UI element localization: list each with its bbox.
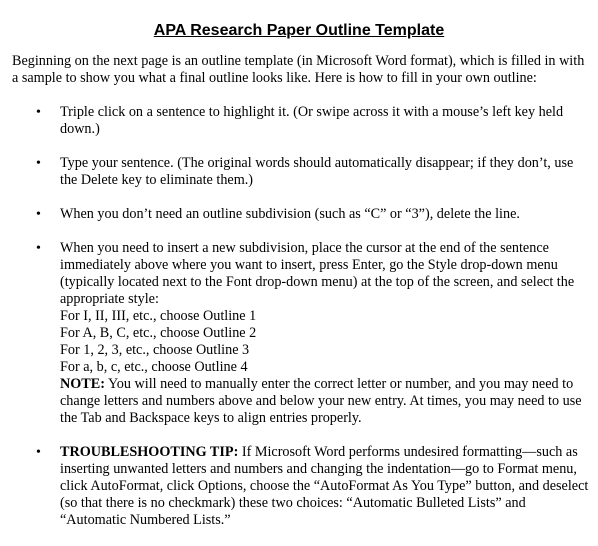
troubleshooting-label: TROUBLESHOOTING TIP:	[60, 444, 239, 460]
style-choices	[60, 308, 590, 376]
bullet-icon: •	[36, 445, 41, 460]
list-item	[0, 444, 598, 529]
note-text: You will need to manually enter the correct letter or number, and you may need to change letters and numbers above and below your new entry. At times, you may need to use the Tab and Backspace keys to align entries properly.	[60, 376, 582, 426]
list-item-text: Type your sentence. (The original words should automatically disappear; if they don’t, use the Delete key to eliminate them.)	[60, 155, 574, 188]
bullet-icon: •	[36, 241, 41, 256]
list-item-text: When you need to insert a new subdivision, place the cursor at the end of the sentence immediately above where you want to insert, press Enter, go the Style drop-down menu (typically located next to the Font drop-down menu) at the top of the screen, and select the appropriate style:	[60, 240, 575, 307]
troubleshooting-paragraph	[60, 444, 590, 529]
style-choice-outline-3: For 1, 2, 3, etc., choose Outline 3	[60, 342, 250, 358]
list-item	[0, 206, 598, 223]
list-item	[0, 104, 598, 138]
style-choice-outline-1: For I, II, III, etc., choose Outline 1	[60, 308, 257, 324]
note-paragraph	[60, 376, 590, 427]
style-choice-outline-4: For a, b, c, etc., choose Outline 4	[60, 359, 248, 375]
bullet-icon: •	[36, 105, 41, 120]
list-item	[0, 155, 598, 189]
note-label: NOTE:	[60, 376, 105, 392]
list-item	[0, 240, 598, 427]
intro-paragraph: Beginning on the next page is an outline template (in Microsoft Word format), which is filled in with a sample to show you what a final outline looks like. Here is how to fill in your own outline:	[12, 53, 585, 86]
instructions-list	[0, 104, 598, 546]
document-title: APA Research Paper Outline Template	[153, 21, 445, 39]
style-choice-outline-2: For A, B, C, etc., choose Outline 2	[60, 325, 257, 341]
list-item-text: Triple click on a sentence to highlight it. (Or swipe across it with a mouse’s left key held down.)	[60, 104, 564, 137]
bullet-icon: •	[36, 156, 41, 171]
list-item-text: When you don’t need an outline subdivision (such as “C” or “3”), delete the line.	[60, 206, 520, 222]
bullet-icon: •	[36, 207, 41, 222]
troubleshooting-text: If Microsoft Word performs undesired formatting—such as inserting unwanted letters and numbers and changing the indentation—go to Format menu, click AutoFormat, click Options, choose the “AutoFormat As You Type” button, and deselect (so that there is no checkmark) these two choices: “Automatic Bulleted Lists” and “Automatic Numbered Lists.”	[60, 444, 589, 528]
